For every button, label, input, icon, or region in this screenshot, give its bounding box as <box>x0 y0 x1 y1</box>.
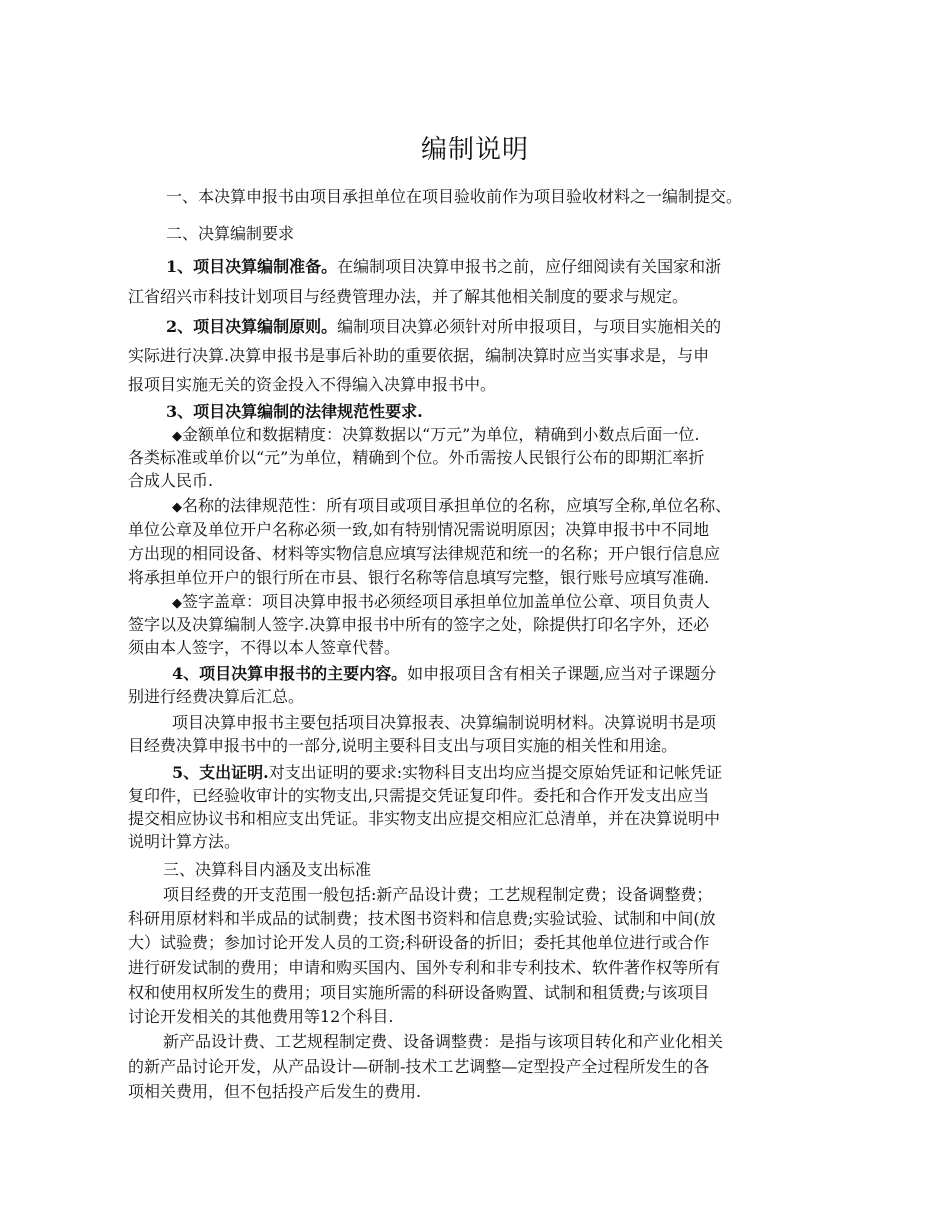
bullet-2-line-2: 单位公章及单位开户名称必须一致,如有特别情况需说明原因；决算申报书中不同地 <box>128 520 710 539</box>
section-heading-3: 三、决算科目内涵及支出标准 <box>163 860 372 879</box>
item-2-heading: 2、项目决算编制原则。 <box>166 317 338 336</box>
item-4-heading: 4、项目决算申报书的主要内容。 <box>172 664 408 683</box>
bullet-2-line-1: ◆名称的法律规范性：所有项目或项目承担单位的名称，应填写全称,单位名称、 <box>172 496 732 515</box>
bullet-3-line-1: ◆签字盖章：项目决算申报书必须经项目承担单位加盖单位公章、项目负责人 <box>172 592 711 611</box>
bullet-1-line-1: ◆金额单位和数据精度：决算数据以“万元”为单位，精确到小数点后面一位. <box>172 425 700 444</box>
item-5-heading: 5、支出证明. <box>172 763 269 782</box>
item-4-para-2-line-2: 目经费决算申报书中的一部分,说明主要科目支出与项目实施的相关性和用途。 <box>128 736 678 755</box>
diamond-bullet-icon: ◆ <box>172 429 182 444</box>
item-1-line-2: 江省绍兴市科技计划项目与经费管理办法，并了解其他相关制度的要求与规定。 <box>128 287 689 306</box>
bullet-3-line-2: 签字以及决算编制人签字.决算申报书中所有的签字之处，除提供打印名字外，还必 <box>128 615 710 634</box>
section-3-para-1-line-5: 权和使用权所发生的费用；项目实施所需的科研设备购置、试制和租赁费;与该项目 <box>128 983 710 1002</box>
page-title: 编制说明 <box>420 135 529 165</box>
item-4-line-1: 4、项目决算申报书的主要内容。如申报项目含有相关子课题,应当对子课题分 <box>172 664 717 683</box>
bullet-1-line-3: 合成人民币. <box>128 471 214 490</box>
section-3-para-1-line-6: 讨论开发相关的其他费用等12个科目. <box>128 1007 394 1026</box>
section-3-para-2-line-3: 项相关费用，但不包括投产后发生的费用. <box>128 1082 422 1101</box>
diamond-bullet-icon: ◆ <box>172 500 182 515</box>
section-heading-2: 二、决算编制要求 <box>166 224 295 243</box>
diamond-bullet-icon: ◆ <box>172 596 182 611</box>
bullet-2-line-4: 将承担单位开户的银行所在市县、银行名称等信息填写完整，银行账号应填写准确. <box>128 568 710 587</box>
item-5-line-2: 复印件，已经验收审计的实物支出,只需提交凭证复印件。委托和合作开发支出应当 <box>128 786 710 805</box>
bullet-2-line-3: 方出现的相同设备、材料等实物信息应填写法律规范和统一的名称；开户银行信息应 <box>128 544 721 563</box>
paragraph-1: 一、本决算申报书由项目承担单位在项目验收前作为项目验收材料之一编制提交。 <box>166 187 743 206</box>
section-3-para-1-line-3: 大）试验费；参加讨论开发人员的工资;科研设备的折旧；委托其他单位进行或合作 <box>128 933 710 952</box>
section-3-para-1-line-2: 科研用原材料和半成品的试制费；技术图书资料和信息费;实验试验、试制和中间(放 <box>128 909 716 928</box>
section-3-para-1-line-4: 进行研发试制的费用；申请和购买国内、国外专利和非专利技术、软件著作权等所有 <box>128 958 721 977</box>
item-2-line-1: 2、项目决算编制原则。编制项目决算必须针对所申报项目，与项目实施相关的 <box>166 317 722 336</box>
item-2-line-3: 报项目实施无关的资金投入不得编入决算申报书中。 <box>128 375 497 394</box>
section-3-para-1-line-1: 项目经费的开支范围一般包括:新产品设计费；工艺规程制定费；设备调整费； <box>163 885 713 904</box>
item-1-heading: 1、项目决算编制准备。 <box>166 257 338 276</box>
bullet-3-line-3: 须由本人签字，不得以本人签章代替。 <box>128 638 401 657</box>
section-3-para-2-line-2: 的新产品讨论开发，从产品设计—研制-技术工艺调整—定型投产全过程所发生的各 <box>128 1057 710 1076</box>
item-4-line-2: 别进行经费决算后汇总。 <box>128 687 305 706</box>
section-3-para-2-line-1: 新产品设计费、工艺规程制定费、设备调整费：是指与该项目转化和产业化相关 <box>163 1032 724 1051</box>
item-5-line-3: 提交相应协议书和相应支出凭证。非实物支出应提交相应汇总清单，并在决算说明中 <box>128 809 721 828</box>
item-5-line-1: 5、支出证明.对支出证明的要求:实物科目支出均应当提交原始凭证和记帐凭证 <box>172 763 723 782</box>
item-5-line-4: 说明计算方法。 <box>128 832 241 851</box>
item-4-para-2-line-1: 项目决算申报书主要包括项目决算报表、决算编制说明材料。决算说明书是项 <box>172 713 717 732</box>
item-1-line-1: 1、项目决算编制准备。在编制项目决算申报书之前，应仔细阅读有关国家和浙 <box>166 257 722 276</box>
bullet-1-line-2: 各类标准或单价以“元”为单位，精确到个位。外币需按人民银行公布的即期汇率折 <box>128 448 705 467</box>
item-3-heading: 3、项目决算编制的法律规范性要求. <box>166 402 423 421</box>
item-3-heading-line <box>166 401 866 423</box>
item-2-line-2: 实际进行决算.决算申报书是事后补助的重要依据，编制决算时应当实事求是，与申 <box>128 346 710 365</box>
